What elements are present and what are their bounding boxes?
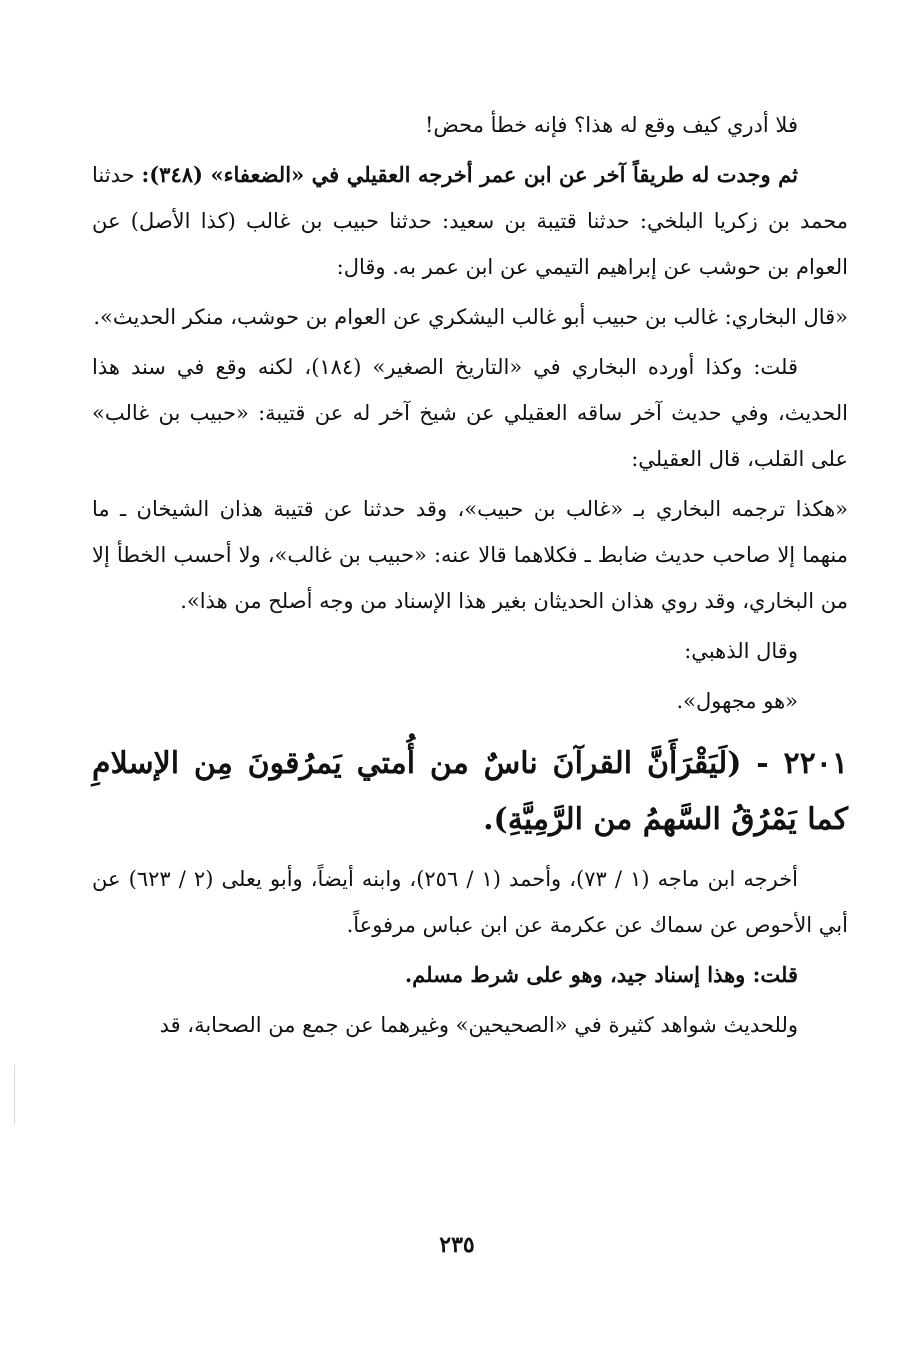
paragraph-2 (92, 152, 848, 290)
paragraph-1: فلا أدري كيف وقع له هذا؟ فإنه خطأ محض! (424, 113, 798, 137)
paragraph-9: قلت: وهذا إسناد جيد، وهو على شرط مسلم. (404, 962, 798, 987)
page-body (92, 102, 848, 1052)
paragraph-10: وللحديث شواهد كثيرة في «الصحيحين» وغيرهما عن جمع من الصحابة، قد (159, 1013, 798, 1037)
paragraph-2-text: حدثنا محمد بن زكريا البلخي: حدثنا قتيبة بن سعيد: حدثنا حبيب بن غالب (كذا الأصل) عن العوام بن حوشب عن إبراهيم التيمي عن ابن عمر به. وقال: (92, 163, 848, 279)
paragraph-6: وقال الذهبي: (684, 639, 798, 663)
paragraph-7-quote: «هو مجهول». (676, 689, 798, 713)
paragraph-3-quote: «قال البخاري: غالب بن حبيب أبو غالب اليشكري عن العوام بن حوشب، منكر الحديث». (93, 305, 848, 329)
margin-line (14, 1065, 15, 1125)
hadith-heading: ٢٢٠١ - (لَيَقْرَأَنَّ القرآنَ ناسٌ من أُمتي يَمرُقونَ مِن الإسلامِ كما يَمْرُقُ السَّهمُ من الرَّمِيَّةِ). (92, 746, 848, 837)
paragraph-2-lead: ثم وجدت له طريقاً آخر عن ابن عمر أخرجه العقيلي في «الضعفاء» (٣٤٨): (141, 162, 798, 187)
paragraph-5-quote: «هكذا ترجمه البخاري بـ «غالب بن حبيب»، وقد حدثنا عن قتيبة هذان الشيخان ـ ما منهما إلا صاحب حديث ضابط ـ فكلاهما قالا عنه: «حبيب بن غالب»، ولا أحسب الخطأ إلا من البخاري، وقد روي هذان الحديثان بغير هذا الإسناد من وجه أصلح من هذا». (92, 497, 848, 613)
paragraph-4: قلت: وكذا أورده البخاري في «التاريخ الصغير» (١٨٤)، لكنه وقع في سند هذا الحديث، وفي حديث آخر ساقه العقيلي عن شيخ آخر له عن قتيبة: «حبيب بن غالب» على القلب، قال العقيلي: (92, 355, 848, 471)
page-number: ٢٣٥ (439, 1232, 475, 1258)
paragraph-8: أخرجه ابن ماجه (١ / ٧٣)، وأحمد (١ / ٢٥٦)، وابنه أيضاً، وأبو يعلى (٢ / ٦٢٣) عن أبي الأحوص عن سماك عن عكرمة عن ابن عباس مرفوعاً. (92, 867, 848, 937)
